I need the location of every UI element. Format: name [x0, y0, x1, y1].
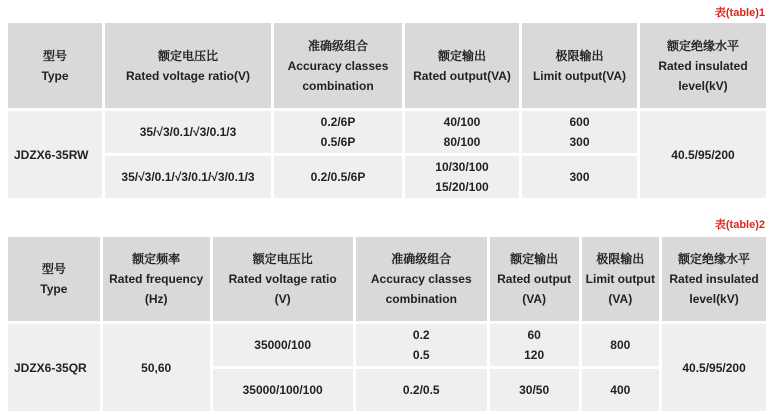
table-row [8, 324, 766, 366]
rated-output-cell: 10/30/100 15/20/100 [405, 156, 519, 198]
voltage-ratio-cell: 35/√3/0.1/√3/0.1/√3/0.1/3 [105, 156, 271, 198]
table-row [8, 111, 766, 153]
header-rated-output: 额定输出 Rated output (VA) [490, 237, 579, 321]
voltage-ratio-cell: 35000/100/100 [213, 369, 353, 411]
rated-output-cell: 40/100 80/100 [405, 111, 519, 153]
model-cell: JDZX6-35RW [8, 111, 102, 198]
header-insulation: 额定绝缘水平 Rated insulated level(kV) [640, 23, 766, 108]
accuracy-cell: 0.2/0.5/6P [274, 156, 402, 198]
table1-header-row [8, 23, 766, 108]
header-rated-output: 额定输出 Rated output(VA) [405, 23, 519, 108]
accuracy-cell: 0.2/6P 0.5/6P [274, 111, 402, 153]
limit-output-cell: 400 [582, 369, 660, 411]
header-type: 型号 Type [8, 23, 102, 108]
voltage-ratio-cell: 35/√3/0.1/√3/0.1/3 [105, 111, 271, 153]
accuracy-cell: 0.2 0.5 [356, 324, 487, 366]
accuracy-cell: 0.2/0.5 [356, 369, 487, 411]
frequency-cell: 50,60 [103, 324, 210, 411]
header-type: 型号 Type [8, 237, 100, 321]
rated-output-cell: 60 120 [490, 324, 579, 366]
spec-table-1 [5, 20, 769, 201]
limit-output-cell: 800 [582, 324, 660, 366]
spec-table-2 [5, 234, 769, 414]
header-limit-output: 极限输出 Limit output (VA) [582, 237, 660, 321]
header-accuracy: 准确级组合 Accuracy classes combination [356, 237, 487, 321]
insulation-cell: 40.5/95/200 [640, 111, 766, 198]
limit-output-cell: 300 [522, 156, 637, 198]
header-limit-output: 极限输出 Limit output(VA) [522, 23, 637, 108]
rated-output-cell: 30/50 [490, 369, 579, 411]
table2-caption: 表(table)2 [714, 219, 765, 231]
table2-header-row [8, 237, 766, 321]
limit-output-cell: 600 300 [522, 111, 637, 153]
table1-caption: 表(table)1 [714, 7, 765, 19]
insulation-cell: 40.5/95/200 [662, 324, 766, 411]
header-voltage-ratio: 额定电压比 Rated voltage ratio(V) [105, 23, 271, 108]
model-cell: JDZX6-35QR [8, 324, 100, 411]
voltage-ratio-cell: 35000/100 [213, 324, 353, 366]
header-insulation: 额定绝缘水平 Rated insulated level(kV) [662, 237, 766, 321]
header-frequency: 额定频率 Rated frequency (Hz) [103, 237, 210, 321]
header-accuracy: 准确级组合 Accuracy classes combination [274, 23, 402, 108]
header-voltage-ratio: 额定电压比 Rated voltage ratio (V) [213, 237, 353, 321]
